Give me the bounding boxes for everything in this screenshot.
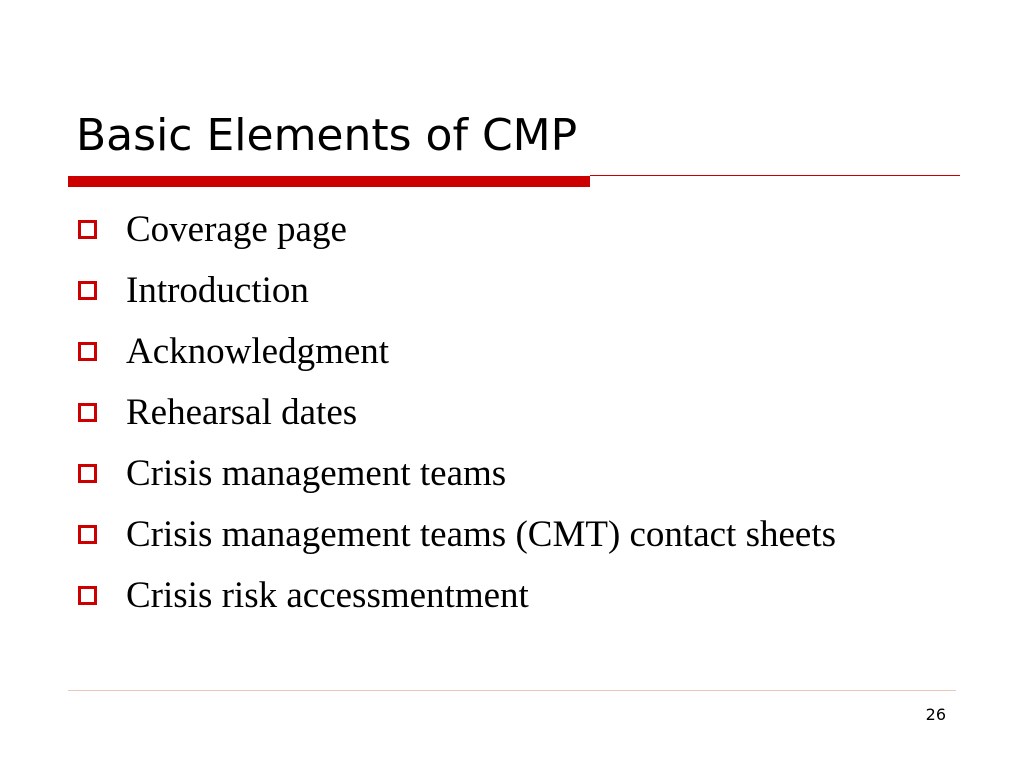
hollow-square-icon xyxy=(78,525,97,544)
title-underline-thick xyxy=(68,176,590,187)
hollow-square-icon xyxy=(78,281,97,300)
bullet-text: Crisis risk accessmentment xyxy=(126,575,529,616)
bullet-text: Coverage page xyxy=(126,209,347,250)
bullet-text: Crisis management teams (CMT) contact sheets xyxy=(126,514,837,555)
bullet-text: Crisis management teams xyxy=(126,453,507,494)
title-underline-thin xyxy=(590,175,960,176)
slide-title: Basic Elements of CMP xyxy=(76,110,578,161)
bullet-text: Rehearsal dates xyxy=(126,392,358,433)
hollow-square-icon xyxy=(78,220,97,239)
hollow-square-icon xyxy=(78,464,97,483)
hollow-square-icon xyxy=(78,342,97,361)
page-number: 26 xyxy=(925,705,946,724)
footer-divider xyxy=(68,690,956,691)
hollow-square-icon xyxy=(78,403,97,422)
hollow-square-icon xyxy=(78,586,97,605)
bullet-text: Acknowledgment xyxy=(126,331,390,372)
bullet-text: Introduction xyxy=(126,270,309,311)
